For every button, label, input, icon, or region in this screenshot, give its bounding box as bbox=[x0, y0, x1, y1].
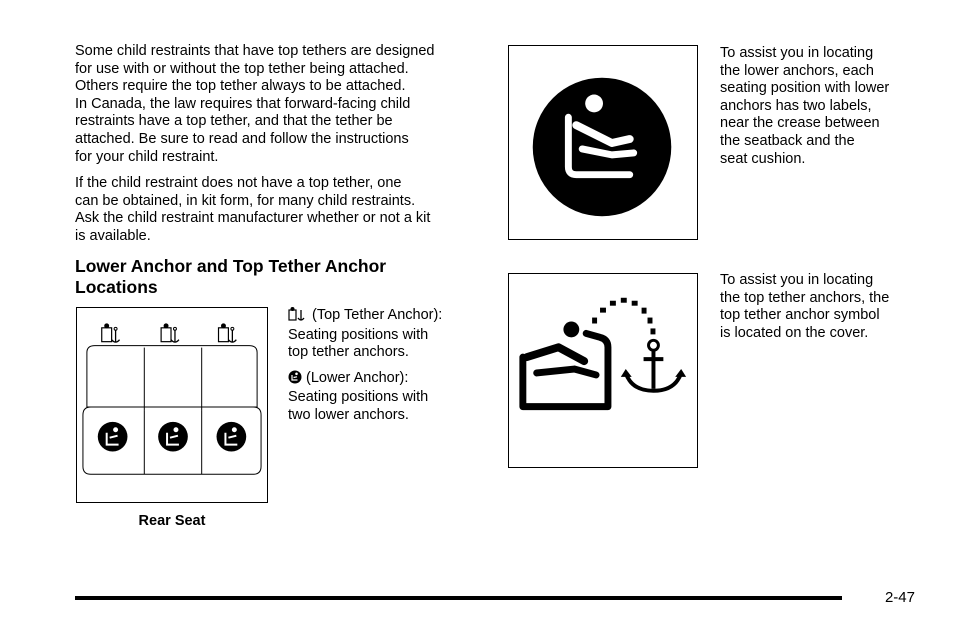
lower-anchor-small-icon bbox=[288, 370, 302, 390]
page-number: 2-47 bbox=[884, 589, 915, 606]
paragraph-tether-kit: If the child restraint does not have a top tether, one can be obtained, in kit form, for many child restraints. Ask the child restraint manufacturer whether or not a kit is available. bbox=[75, 175, 431, 244]
lower-anchor-symbol-figure bbox=[508, 45, 698, 240]
footer-rule bbox=[75, 596, 842, 600]
figure-caption: Rear Seat bbox=[138, 513, 206, 529]
rear-seat-figure bbox=[76, 307, 268, 503]
lower-anchor-symbol-left bbox=[98, 422, 128, 452]
paragraph-top-tether-info: Some child restraints that have top tethers are designed for use with or without the top tether being attached. Others require the top tether always to be attached. In Canada, the law requires that forward-facing child restraints have a top tether, and that the tether be attached. Be sure to read and follow the instructions for your child restraint. bbox=[75, 43, 435, 165]
lower-anchor-description: To assist you in locating the lower anchors, each seating position with lower anchors has two labels, near the crease between the seatback and the seat cushion. bbox=[720, 45, 890, 167]
anchor-icon bbox=[621, 340, 686, 390]
tether-symbol-left bbox=[102, 323, 120, 342]
child-seat-anchor-icon bbox=[509, 274, 697, 467]
child-seat-circle-icon bbox=[509, 46, 697, 239]
tether-symbol-center bbox=[161, 323, 179, 342]
section-heading: Lower Anchor and Top Tether Anchor Locations bbox=[75, 255, 387, 297]
rear-seat-diagram bbox=[77, 308, 267, 502]
lower-anchor-symbol-right bbox=[217, 422, 247, 452]
symbol-legend bbox=[288, 307, 478, 425]
tether-dotted-arc bbox=[592, 298, 655, 335]
top-tether-legend: (Top Tether Anchor): Seating positions with top tether anchors. bbox=[288, 307, 443, 361]
tether-symbol-right bbox=[219, 323, 237, 342]
left-column bbox=[75, 43, 485, 298]
top-tether-small-icon bbox=[288, 307, 308, 327]
lower-anchor-symbol-center bbox=[158, 422, 188, 452]
top-tether-symbol-figure bbox=[508, 273, 698, 468]
top-tether-description: To assist you in locating the top tether anchors, the top tether anchor symbol is located on the cover. bbox=[720, 272, 890, 341]
lower-anchor-legend: (Lower Anchor): Seating positions with two lower anchors. bbox=[288, 369, 429, 423]
